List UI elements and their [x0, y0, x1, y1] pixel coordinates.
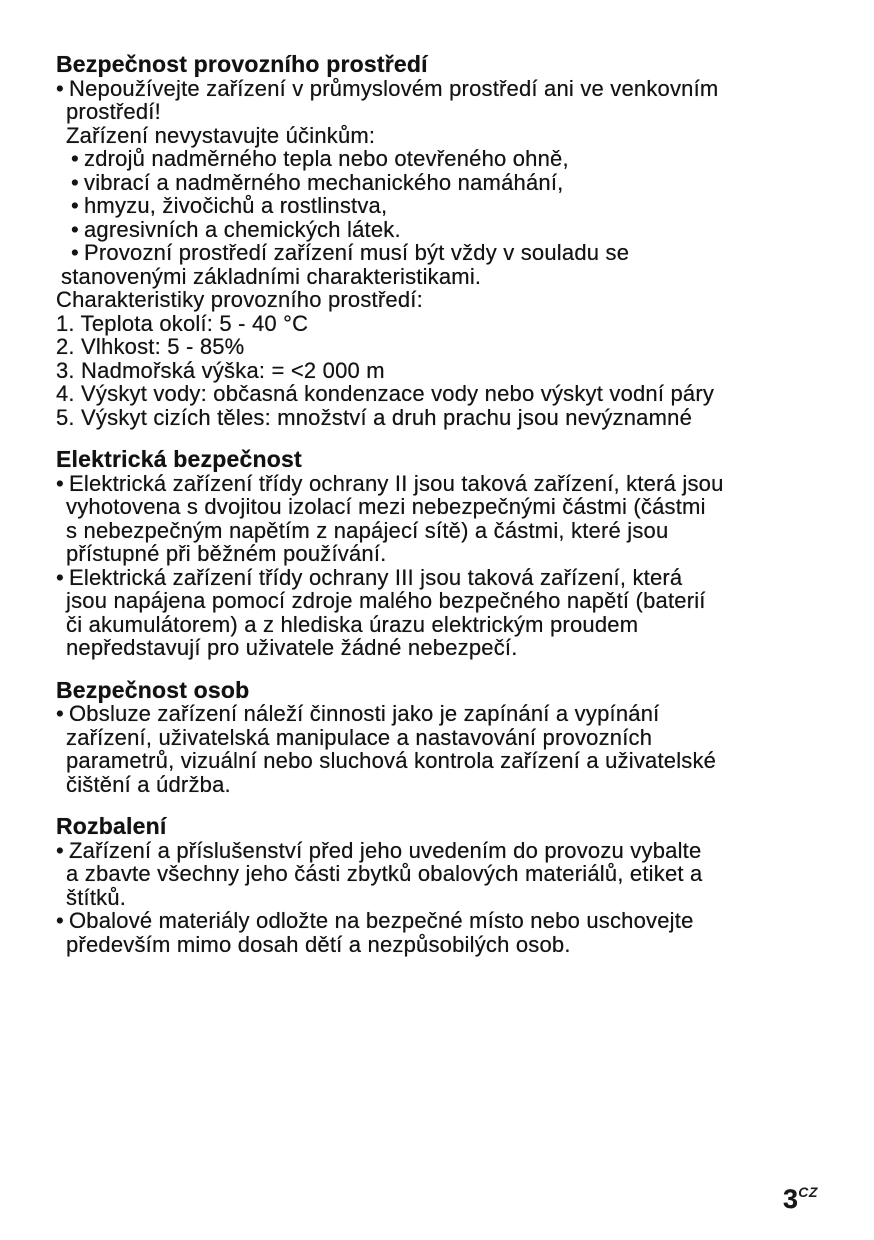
line-text: zařízení, uživatelská manipulace a nastavování provozních	[66, 724, 653, 750]
line-text: zdrojů nadměrného tepla nebo otevřeného ohně,	[84, 146, 569, 171]
text-line	[56, 406, 814, 430]
line-text: štítků.	[66, 884, 127, 910]
line-text: 3. Nadmořská výška: = <2 000 m	[56, 357, 385, 383]
text-line	[56, 519, 814, 543]
text-line	[56, 100, 814, 124]
bullet-icon: •	[56, 470, 64, 496]
text-line	[56, 542, 814, 566]
line-text: Obalové materiály odložte na bezpečné místo nebo uschovejte	[69, 908, 694, 933]
document-section	[56, 448, 814, 660]
section-heading: Elektrická bezpečnost	[56, 446, 302, 472]
line-text: prostředí!	[66, 99, 161, 124]
line-text: čištění a údržba.	[66, 771, 231, 797]
text-line	[56, 726, 814, 750]
bullet-icon: •	[56, 75, 64, 101]
document-section	[56, 815, 814, 956]
line-text: Charakteristiky provozního prostředí:	[56, 287, 423, 312]
text-line	[56, 773, 814, 797]
text-line	[56, 862, 814, 886]
bullet-icon: •	[71, 169, 79, 195]
bullet-icon: •	[56, 908, 64, 933]
line-text: nepředstavují pro uživatele žádné nebezpečí.	[66, 635, 518, 660]
bullet-icon: •	[71, 146, 79, 171]
line-text: jsou napájena pomocí zdroje malého bezpečného napětí (baterií	[66, 588, 706, 613]
text-line	[56, 335, 814, 359]
text-line	[56, 77, 814, 101]
text-line	[56, 702, 814, 726]
text-line	[56, 566, 814, 590]
section-heading: Bezpečnost osob	[56, 676, 250, 703]
text-line	[56, 171, 814, 195]
text-line	[56, 909, 814, 933]
line-text: 2. Vlhkost: 5 - 85%	[56, 334, 245, 359]
text-line	[56, 495, 814, 519]
line-text: agresivních a chemických látek.	[84, 216, 401, 242]
line-text: Zařízení a příslušenství před jeho uvedením do provozu vybalte	[69, 837, 702, 863]
text-line	[56, 288, 814, 312]
text-line	[56, 218, 814, 242]
page-footer	[783, 1184, 818, 1215]
line-text: Nepoužívejte zařízení v průmyslovém prostředí ani ve venkovním	[69, 75, 719, 101]
text-line	[56, 241, 814, 265]
line-text: především mimo dosah dětí a nezpůsobilých osob.	[66, 931, 571, 957]
text-line	[56, 839, 814, 863]
line-text: přístupné při běžném používání.	[66, 541, 387, 566]
line-text: vibrací a nadměrného mechanického namáhání,	[84, 169, 564, 195]
text-line	[56, 749, 814, 773]
line-text: a zbavte všechny jeho části zbytků obalových materiálů, etiket a	[66, 861, 703, 886]
text-line	[56, 124, 814, 148]
line-text: Elektrická zařízení třídy ochrany II jsou taková zařízení, která jsou	[69, 470, 724, 496]
line-text: Elektrická zařízení třídy ochrany III jsou taková zařízení, která	[69, 564, 683, 590]
bullet-icon: •	[71, 216, 79, 242]
document-section	[56, 676, 814, 797]
line-text: Obsluze zařízení náleží činnosti jako je zapínání a vypínání	[69, 701, 660, 726]
bullet-icon: •	[71, 193, 79, 218]
line-text: s nebezpečným napětím z napájecí sítě) a částmi, které jsou	[66, 517, 669, 543]
bullet-icon: •	[71, 240, 79, 265]
text-line	[56, 382, 814, 406]
text-line	[56, 933, 814, 957]
line-text: 1. Teplota okolí: 5 - 40 °C	[56, 310, 309, 336]
text-line	[56, 886, 814, 910]
line-text: vyhotovena s dvojitou izolací mezi nebezpečnými částmi (částmi	[66, 494, 706, 519]
text-line	[56, 359, 814, 383]
document-content	[56, 53, 814, 956]
line-text: Provozní prostředí zařízení musí být vždy v souladu se	[84, 240, 630, 265]
text-line	[56, 589, 814, 613]
text-line	[56, 613, 814, 637]
line-text: hmyzu, živočichů a rostlinstva,	[84, 193, 388, 218]
line-text: 4. Výskyt vody: občasná kondenzace vody nebo výskyt vodní páry	[56, 381, 715, 406]
bullet-icon: •	[56, 701, 64, 726]
bullet-icon: •	[56, 564, 64, 590]
language-tag: CZ	[798, 1184, 818, 1200]
text-line	[56, 636, 814, 660]
line-text: Zařízení nevystavujte účinkům:	[66, 122, 376, 148]
text-line	[56, 472, 814, 496]
page-number: 3	[783, 1184, 799, 1214]
line-text: stanovenými základními charakteristikami.	[61, 263, 482, 289]
line-text: parametrů, vizuální nebo sluchová kontrola zařízení a uživatelské	[66, 748, 717, 773]
section-heading: Rozbalení	[56, 813, 167, 839]
text-line	[56, 194, 814, 218]
section-heading: Bezpečnost provozního prostředí	[56, 51, 428, 77]
bullet-icon: •	[56, 837, 64, 863]
text-line	[56, 265, 814, 289]
line-text: či akumulátorem) a z hlediska úrazu elektrickým proudem	[66, 611, 639, 637]
text-line	[56, 147, 814, 171]
line-text: 5. Výskyt cizích těles: množství a druh prachu jsou nevýznamné	[56, 404, 693, 430]
document-section	[56, 53, 814, 429]
text-line	[56, 312, 814, 336]
